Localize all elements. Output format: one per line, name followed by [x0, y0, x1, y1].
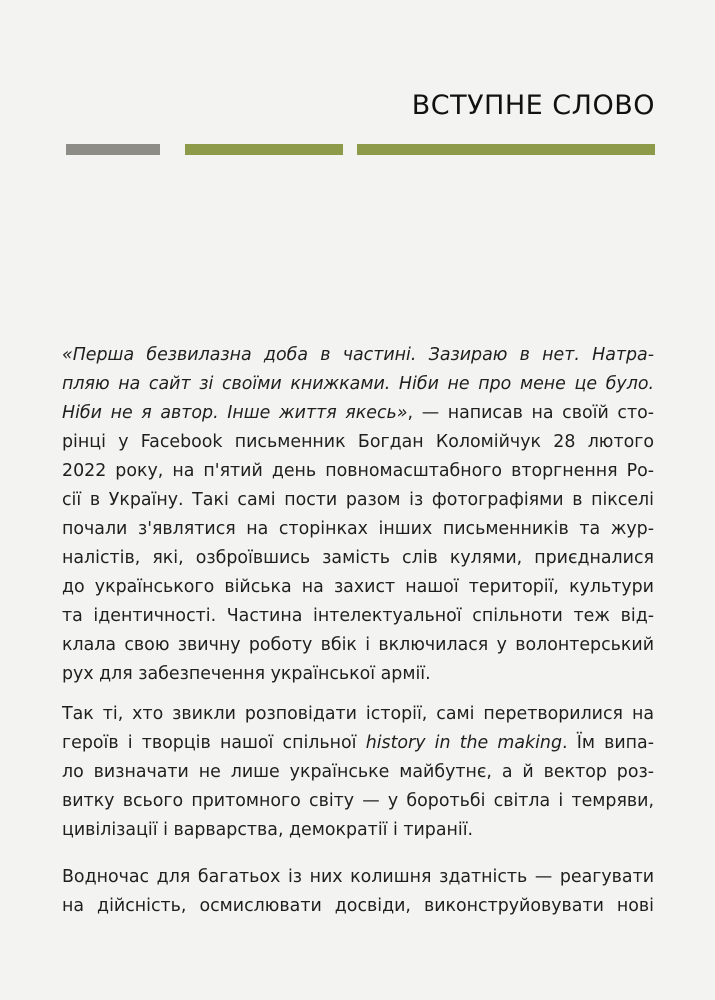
paragraph-3 [62, 863, 654, 921]
paragraph-line: клала свою звичну роботу вбік і включилася у волонтерський [62, 635, 654, 655]
paragraph-line: героїв і творців нашої спільної history in the making. Їм випа- [62, 733, 654, 753]
decorative-bar-green-long [357, 144, 655, 155]
paragraph-line: сії в Україну. Такі самі пости разом із фотографіями в пікселі [62, 490, 654, 510]
paragraph-line: Так ті, хто звикли розповідати історії, самі перетворилися на [62, 704, 654, 724]
paragraph-line: рінці у Facebook письменник Богдан Коломійчук 28 лютого [62, 432, 654, 452]
paragraph-line: цивілізації і варварства, демократії і тиранії. [62, 820, 474, 840]
paragraph-line: Водночас для багатьох із них колишня здатність — реагувати [62, 867, 654, 887]
paragraph-line: пляю на сайт зі своїми книжками. Ніби не про мене це було. [62, 374, 654, 394]
paragraph-line: налістів, які, озброївшись замість слів кулями, приєдналися [62, 548, 654, 568]
decorative-bar-gray [66, 144, 160, 155]
paragraph-line: 2022 року, на п'ятий день повномасштабного вторгнення Ро- [62, 461, 654, 481]
paragraph-line: «Перша безвилазна доба в частині. Зазираю в нет. Натра- [62, 345, 654, 365]
paragraph-1 [62, 341, 654, 689]
paragraph-2 [62, 700, 654, 845]
paragraph-line: почали з'являтися на сторінках інших письменників та жур- [62, 519, 654, 539]
page-title: ВСТУПНЕ СЛОВО [411, 90, 655, 121]
paragraph-line: до українського війська на захист нашої території, культури [62, 577, 654, 597]
paragraph-line: та ідентичності. Частина інтелектуальної спільноти теж від- [62, 606, 654, 626]
paragraph-line: ло визначати не лише українське майбутнє, а й вектор роз- [62, 762, 654, 782]
paragraph-line: на дійсність, осмислювати досвіди, виконструйовувати нові [62, 896, 654, 916]
decorative-bar-green-short [185, 144, 343, 155]
paragraph-line: витку всього притомного світу — у боротьбі світла і темряви, [62, 791, 654, 811]
paragraph-line: рух для забезпечення української армії. [62, 664, 431, 684]
paragraph-line: Ніби не я автор. Інше життя якесь», — написав на своїй сто- [62, 403, 655, 423]
